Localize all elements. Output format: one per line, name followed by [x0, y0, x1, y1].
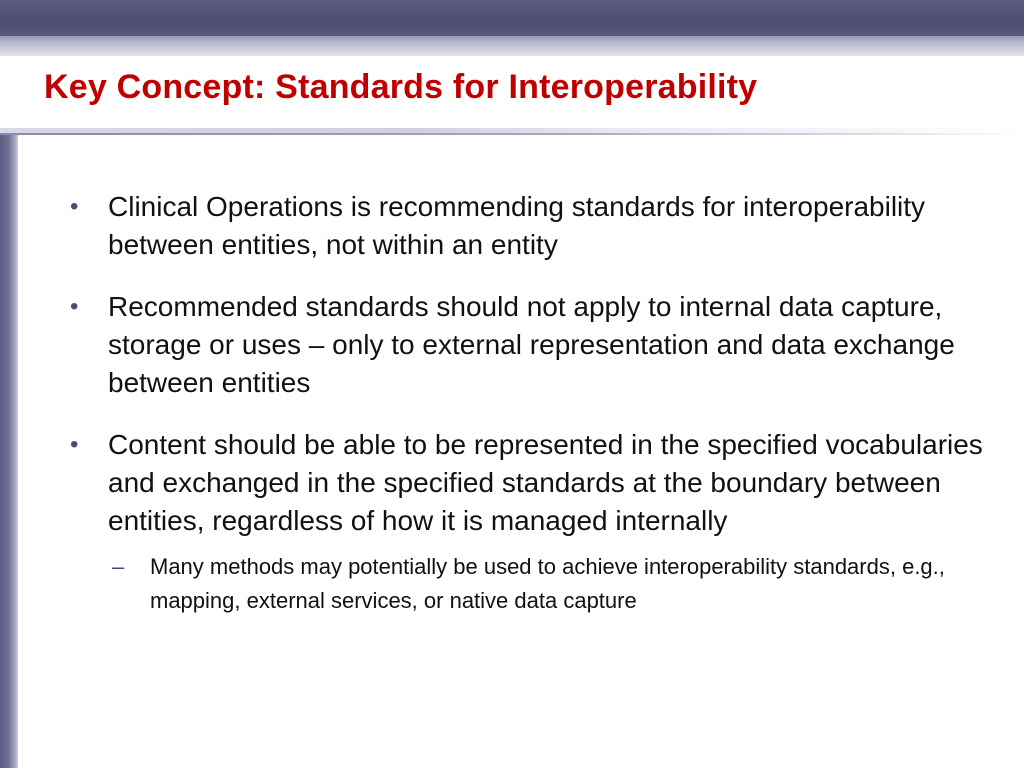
sub-bullet-item [112, 550, 1010, 618]
title-divider-line [0, 133, 1024, 135]
bullet-item [70, 288, 1010, 402]
slide-content [70, 188, 1010, 618]
top-banner-gradient [0, 36, 1024, 56]
bullet-item [70, 426, 1010, 540]
sub-bullet-marker: – [112, 554, 125, 579]
bullet-marker: • [70, 193, 79, 220]
left-side-band [0, 135, 18, 768]
bullet-marker: • [70, 431, 79, 458]
bullet-item [70, 188, 1010, 264]
bullet-marker: • [70, 293, 79, 320]
sub-bullet-text: Many methods may potentially be used to achieve interoperability standards, e.g., mapping, external services, or native data capture [150, 554, 945, 613]
bullet-text: Recommended standards should not apply to internal data capture, storage or uses – only to external representation and data exchange between entities [108, 291, 955, 398]
top-banner [0, 0, 1024, 36]
bullet-text: Clinical Operations is recommending standards for interoperability between entities, not within an entity [108, 191, 926, 260]
bullet-text: Content should be able to be represented in the specified vocabularies and exchanged in the specified standards at the boundary between entities, regardless of how it is managed internally [108, 429, 983, 536]
slide-title: Key Concept: Standards for Interoperability [44, 68, 758, 106]
